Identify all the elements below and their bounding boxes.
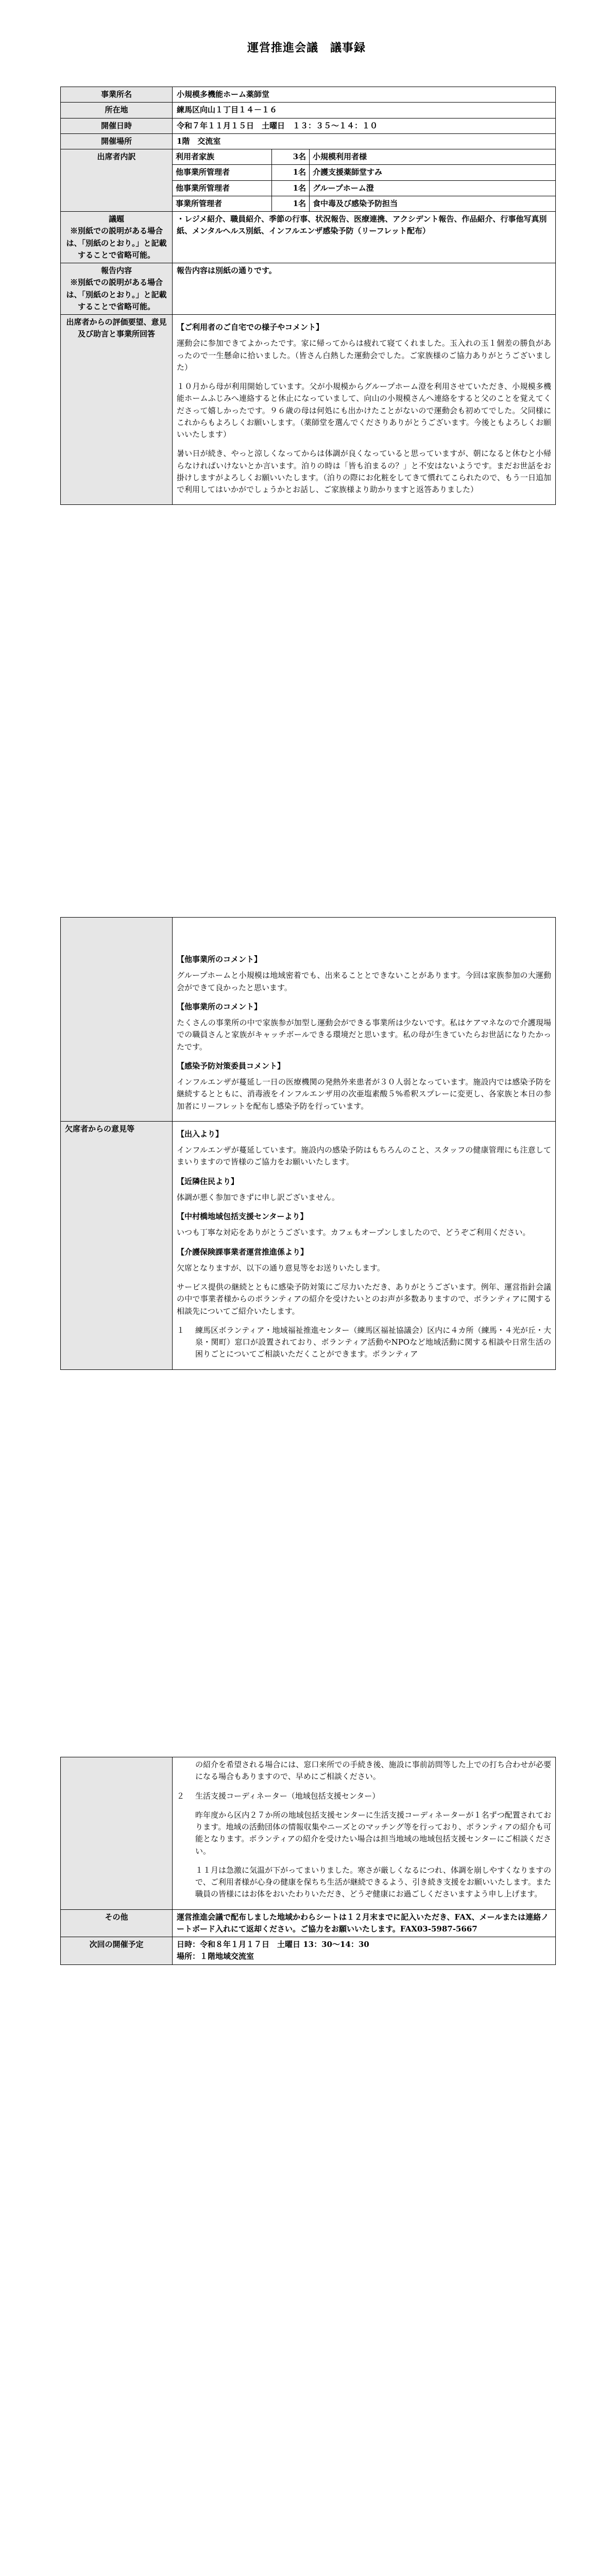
attendee-name: 食中毒及び感染予防担当 [313, 198, 398, 208]
attendee-role: 利用者家族 [173, 149, 272, 165]
value-next [173, 1937, 556, 1965]
attendee-row [173, 149, 555, 165]
value-other: 運営推進会議で配布しました地域かわらシートは１２月末までに記入いただき、FAX、メールまたは連絡ノートボード入れにて返却ください。ご協力をお願いいたします。FAX03-5987-5667 [173, 1909, 556, 1937]
comment-heading: 【出入より】 [177, 1129, 224, 1139]
label-address: 所在地 [61, 103, 173, 118]
comment-heading: 【他事業所のコメント】 [177, 955, 262, 964]
attendee-count: 1名 [272, 196, 310, 211]
label-next: 次回の開催予定 [61, 1937, 173, 1965]
comment-heading: 【感染予防対策委員コメント】 [177, 1061, 285, 1071]
next-datetime: 日時：令和８年１月１７日 土曜日 13：30～14：30 [177, 1940, 369, 1949]
page-2 [0, 871, 613, 1741]
row-address [61, 103, 556, 118]
numbered-item [177, 1790, 551, 1802]
attendee-role: 他事業所管理者 [173, 180, 272, 196]
row-attendees [61, 149, 556, 212]
document-title: 運営推進会議 議事録 [247, 41, 366, 55]
comment-heading: 【近隣住民より】 [177, 1176, 239, 1186]
attendee-name: 介護支援薬師堂すみ [310, 165, 556, 180]
value-venue: 1階 交流室 [173, 133, 556, 149]
minutes-table-end [60, 1757, 556, 1965]
row-requests-cont [61, 918, 556, 1122]
attendee-row [173, 180, 555, 196]
label-absent: 欠席者からの意見等 [61, 1121, 173, 1369]
comment-heading: 【ご利用者のご自宅での様子やコメント】 [177, 323, 324, 332]
minutes-table-cont [60, 917, 556, 1370]
attendee-role: 他事業所管理者 [173, 165, 272, 180]
value-report: 報告内容は別紙の通りです。 [173, 263, 556, 315]
label-agenda: 議題 ※別紙での説明がある場合は、「別紙のとおり。」と記載することで省略可能。 [61, 212, 173, 263]
attendee-cell [173, 149, 556, 212]
label-other: その他 [61, 1909, 173, 1937]
comment-paragraph: たくさんの事業所の中で家族参が加型し運動会ができる事業所は少ないです。私はケアマネなので介護現場での職員さんと家族がキャッチボールできる環境だと思います。私の母が生きていたらお世話になりたかったです。 [177, 1018, 551, 1052]
value-address: 練馬区向山１丁目１４－１６ [173, 103, 556, 118]
comment-paragraph: いつも丁寧な対応をありがとうございます。カフェもオープンしましたので、どうぞご利用ください。 [177, 1228, 531, 1238]
label-datetime: 開催日時 [61, 118, 173, 133]
item-number: １ [177, 1325, 185, 1335]
row-requests [61, 315, 556, 505]
attendee-count: 1名 [272, 180, 310, 196]
label-attendees: 出席者内訳 [61, 149, 173, 212]
item-continuation: １１月は急激に気温が下がってまいりました。寒さが厳しくなるにつれ、体調を崩しやすくなりますので、ご利用者様が心身の健康を保ちち生活が継続できるよう、引き続き支援をお願いいたします。また職員の皆様にはお体をおいたわりいただき、どうぞ健康にお過ごしくださいますよう申し上げます。 [195, 1865, 551, 1899]
page-1 [0, 0, 613, 871]
item-continuation: 昨年度から区内２７か所の地域包括支援センターに生活支援コーディネーターが１名ずつ配置されております。地域の活動団体の情報収集やニーズとのマッチング等を行っており、ボランティアの紹介も可能となります。ボランティアの紹介を受けたい場合は担当地域の地域包括支援センターにご相談ください。 [195, 1810, 551, 1856]
item-number: ２ [177, 1791, 185, 1801]
row-datetime [61, 118, 556, 133]
item-text: 練馬区ボランティア・地域福祉推進センター（練馬区福祉協議会）区内に４カ所（練馬・４光が丘・大泉・関町）窓口が設置されており、ボランティア活動やNPOなど地域活動に関する相談や日常生活の困りごとについてご相談いただくことができます。ボランティア [195, 1325, 551, 1359]
row-other [61, 1909, 556, 1937]
comment-paragraph: １０月から母が利用開始しています。父が小規模からグループホーム澄を利用させていただき、小規模多機能ホームふじみへ連絡すると休止になっていまして、向山の小規模さんへ連絡をすると父のことを覚えてくださって嬉しかったです。９６歳の母は何処にも出かけたことがないので運動会も初めてでした。父同様にこれからもよろしくお願いします。（薬師堂を選んでくださりありがとうございます。今後ともよろしくお願いいたします） [177, 382, 551, 439]
row-absent [61, 1121, 556, 1369]
attendee-name: 小規模利用者様 [310, 149, 556, 165]
item-text: 生活支援コーディネーター（地域包括支援センター） [195, 1791, 380, 1801]
row-agenda [61, 212, 556, 263]
comment-paragraph: 暑い日が続き、やっと涼しくなってからは体調が良くなっていると思っていますが、朝になると休むと小帰らなければいけないとか言います。泊りの時は「皆も泊まるの？」と不安はないようです。まだお世話をお掛けしますがよろしくお願いいたします。（泊りの際にお化粧をしてきて慣れてこられたので、もう一日追加で利用してはいかがでしょうかとお話し、ご家族様より助かりますと返答ありました） [177, 449, 551, 494]
comment-paragraph: 欠席となりますが、以下の通り意見等をお送りいたします。 [177, 1263, 385, 1273]
comment-heading: 【介護保険課事業者運営推進係より】 [177, 1247, 309, 1257]
label-venue: 開催場所 [61, 133, 173, 149]
numbered-item [177, 1325, 551, 1361]
attendee-count: 3名 [272, 149, 310, 165]
comment-paragraph: インフルエンザが蔓延し一日の医療機関の発熱外来患者が３０人弱となっています。施設内では感染予防を継続するとともに、消毒液をインフルエンザ用の次亜塩素酸５%希釈スプレーに変更し、各家族と本日の参加者にリーフレットを配布し感染予防を行っています。 [177, 1077, 551, 1111]
attendee-list [173, 149, 555, 211]
absent-comments-p3 [173, 1757, 556, 1910]
item-continuation: の紹介を希望される場合には、窓口来所での手続き後、施設に事前訪問等した上での打ち合わせが必要になる場合もありますので、早めにご相談ください。 [195, 1760, 551, 1782]
comment-heading: 【中村橋地域包括支援センターより】 [177, 1212, 308, 1221]
label-requests: 出席者からの評価要望、意見及び助言と事業所回答 [61, 315, 173, 505]
page-3 [0, 1741, 613, 2576]
value-office: 小規模多機能ホーム薬師堂 [173, 87, 556, 103]
comment-heading: 【他事業所のコメント】 [177, 1002, 262, 1011]
attendee-name: グループホーム澄 [310, 180, 556, 196]
comment-paragraph: 運動会に参加できてよかったです。家に帰ってからは疲れて寝てくれました。玉入れの玉１個差の勝負があったので一生懸命に拾いました。（皆さん白熱した運動会でした。ご家族様のご協力ありがとうございました） [177, 338, 551, 372]
minutes-table [60, 87, 556, 505]
attendee-role: 事業所管理者 [173, 196, 272, 211]
label-report: 報告内容 ※別紙での説明がある場合は、「別紙のとおり。」と記載することで省略可能。 [61, 263, 173, 315]
attendee-row [173, 196, 555, 211]
comments-p2 [173, 918, 556, 1122]
label-office: 事業所名 [61, 87, 173, 103]
attendee-row [173, 165, 555, 180]
comment-paragraph: サービス提供の継続とともに感染予防対策にご尽力いただき、ありがとうございます。例年、運営指針会議の中で事業者様からのボランティアの紹介を受けたいとのお声が多数ありますので、ボランティアに関する相談先についてご紹介いたします。 [177, 1282, 551, 1316]
value-agenda: ・レジメ紹介、職員紹介、季節の行事、状況報告、医療連携、アクシデント報告、作品紹介、行事他写真別紙、メンタルヘルス別紙、インフルエンザ感染予防（リーフレット配布） [173, 212, 556, 263]
row-absent-cont [61, 1757, 556, 1910]
attendee-count: 1名 [272, 165, 310, 180]
comment-paragraph: グループホームと小規模は地域密着でも、出来ることとできないことがあります。今回は家族参加の大運動会ができて良かったと思います。 [177, 971, 551, 992]
comments-p1 [173, 315, 556, 505]
row-venue [61, 133, 556, 149]
next-place: 場所：１階地域交流室 [177, 1952, 254, 1961]
row-next [61, 1937, 556, 1965]
comment-paragraph: インフルエンザが蔓延しています。施設内の感染予防はもちろんのこと、スタッフの健康管理にも注意してまいりますので皆様のご協力をお願いいたします。 [177, 1145, 551, 1167]
absent-comments [173, 1121, 556, 1369]
label-requests-cont [61, 918, 173, 1122]
label-absent-cont [61, 1757, 173, 1910]
row-office [61, 87, 556, 103]
comment-paragraph: 体調が悪く参加できずに申し訳ございません。 [177, 1192, 339, 1202]
value-datetime: 令和７年１１月１５日 土曜日 １３：３５～１４：１０ [173, 118, 556, 133]
row-report [61, 263, 556, 315]
